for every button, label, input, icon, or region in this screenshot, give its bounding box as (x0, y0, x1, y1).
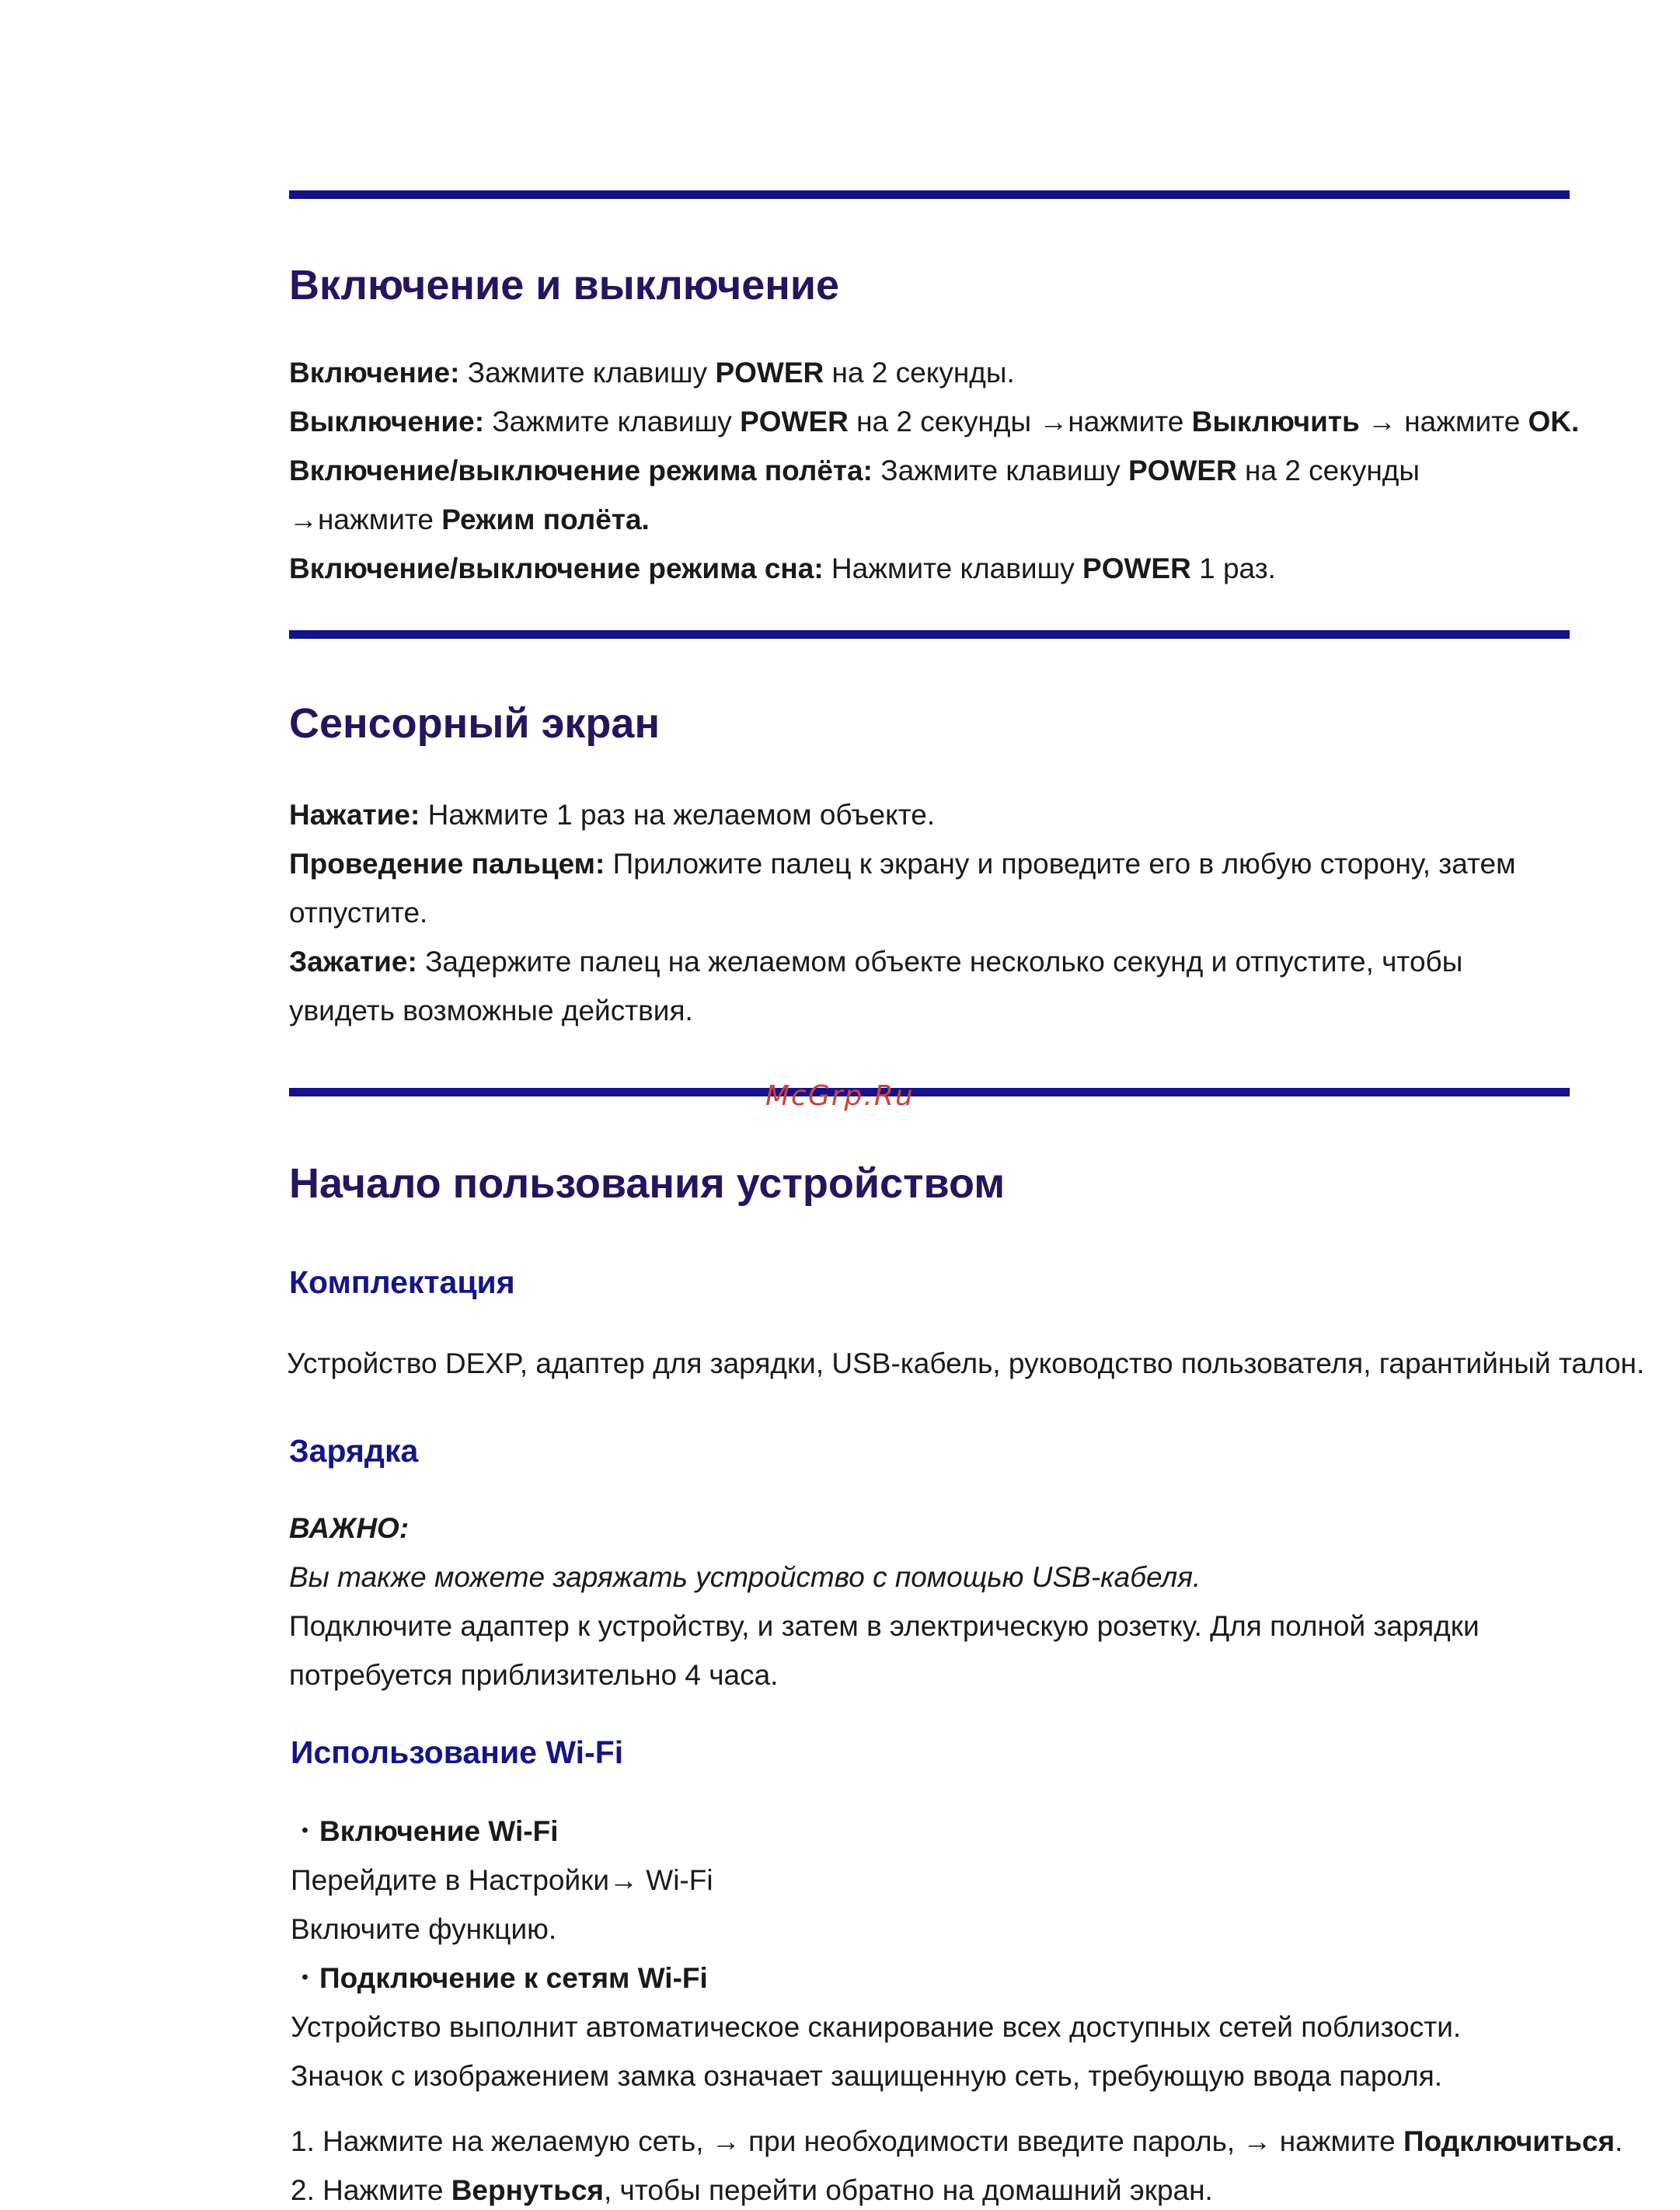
hold-line-2: увидеть возможные действия. (289, 995, 693, 1027)
swipe-line: Проведение пальцем: Приложите палец к экрану и проведите его в любую сторону, затем (289, 848, 1516, 880)
swipe-line-2: отпустите. (289, 897, 428, 929)
airplane-line-2: →нажмите Режим полёта. (289, 504, 650, 535)
power-key: POWER (1128, 455, 1237, 486)
charge-text-2: потребуется приблизительно 4 часа. (289, 1659, 779, 1691)
wifi-on-text: Перейдите в Настройки→ Wi-Fi (291, 1864, 713, 1896)
sleep-line: Включение/выключение режима сна: Нажмите клавишу POWER 1 раз. (289, 552, 1276, 584)
connect-option: Подключиться (1403, 2125, 1616, 2157)
airplane-label: Включение/выключение режима полёта: (289, 455, 873, 486)
hold-label: Зажатие: (289, 946, 417, 978)
power-key: POWER (740, 406, 849, 437)
shutdown-option: Выключить (1191, 406, 1360, 437)
wifi-on-item: ・Включение Wi-Fi (291, 1815, 559, 1847)
ok-option: OK. (1528, 406, 1580, 437)
kit-text: Устройство DEXP, адаптер для зарядки, USB-кабель, руководство пользователя, гарантийный талон. (287, 1347, 1645, 1379)
wifi-connect-item: ・Подключение к сетям Wi-Fi (291, 1962, 708, 1994)
power-key: POWER (1082, 552, 1191, 584)
wifi-lock-text: Значок с изображением замка означает защищенную сеть, требующую ввода пароля. (291, 2060, 1443, 2092)
sleep-label: Включение/выключение режима сна: (289, 552, 824, 584)
wifi-scan-text: Устройство выполнит автоматическое сканирование всех доступных сетей поблизости. (291, 2011, 1462, 2043)
charge-heading: Зарядка (289, 1433, 419, 1469)
tap-label: Нажатие: (289, 799, 420, 831)
power-on-label: Включение: (289, 357, 460, 389)
charge-note: Вы также можете заряжать устройство с помощью USB-кабеля. (289, 1561, 1201, 1593)
step-2: 2. Нажмите Вернуться, чтобы перейти обратно на домашний экран. (291, 2174, 1213, 2206)
divider-top (289, 190, 1570, 199)
charge-text: Подключите адаптер к устройству, и затем в электрическую розетку. Для полной зарядки (289, 1610, 1480, 1642)
back-option: Вернуться (451, 2174, 604, 2206)
wifi-on-text-2: Включите функцию. (291, 1913, 557, 1945)
step-1: 1. Нажмите на желаемую сеть, → при необходимости введите пароль, → нажмите Подключиться. (291, 2125, 1623, 2157)
divider-start (289, 1088, 1570, 1096)
airplane-line: Включение/выключение режима полёта: Зажмите клавишу POWER на 2 секунды (289, 455, 1420, 486)
hold-line: Зажатие: Задержите палец на желаемом объекте несколько секунд и отпустите, чтобы (289, 946, 1463, 978)
power-on-line: Включение: Зажмите клавишу POWER на 2 секунды. (289, 357, 1015, 389)
kit-heading: Комплектация (289, 1264, 515, 1300)
bullet-icon: ・ (291, 1962, 319, 1994)
power-key: POWER (715, 357, 824, 389)
section-title-start: Начало пользования устройством (289, 1160, 1006, 1207)
swipe-label: Проведение пальцем: (289, 848, 605, 880)
tap-line: Нажатие: Нажмите 1 раз на желаемом объекте. (289, 799, 936, 831)
power-off-label: Выключение: (289, 406, 485, 437)
important-label: ВАЖНО: (289, 1512, 410, 1544)
power-off-line: Выключение: Зажмите клавишу POWER на 2 секунды →нажмите Выключить → нажмите OK. (289, 406, 1580, 437)
wifi-heading: Использование Wi-Fi (291, 1734, 624, 1770)
bullet-icon: ・ (291, 1815, 319, 1847)
divider-touch (289, 630, 1570, 639)
section-title-power: Включение и выключение (289, 262, 840, 308)
watermark: McGrp.Ru (765, 1080, 915, 1112)
section-title-touch: Сенсорный экран (289, 700, 660, 747)
airplane-mode-option: Режим полёта. (441, 504, 650, 535)
